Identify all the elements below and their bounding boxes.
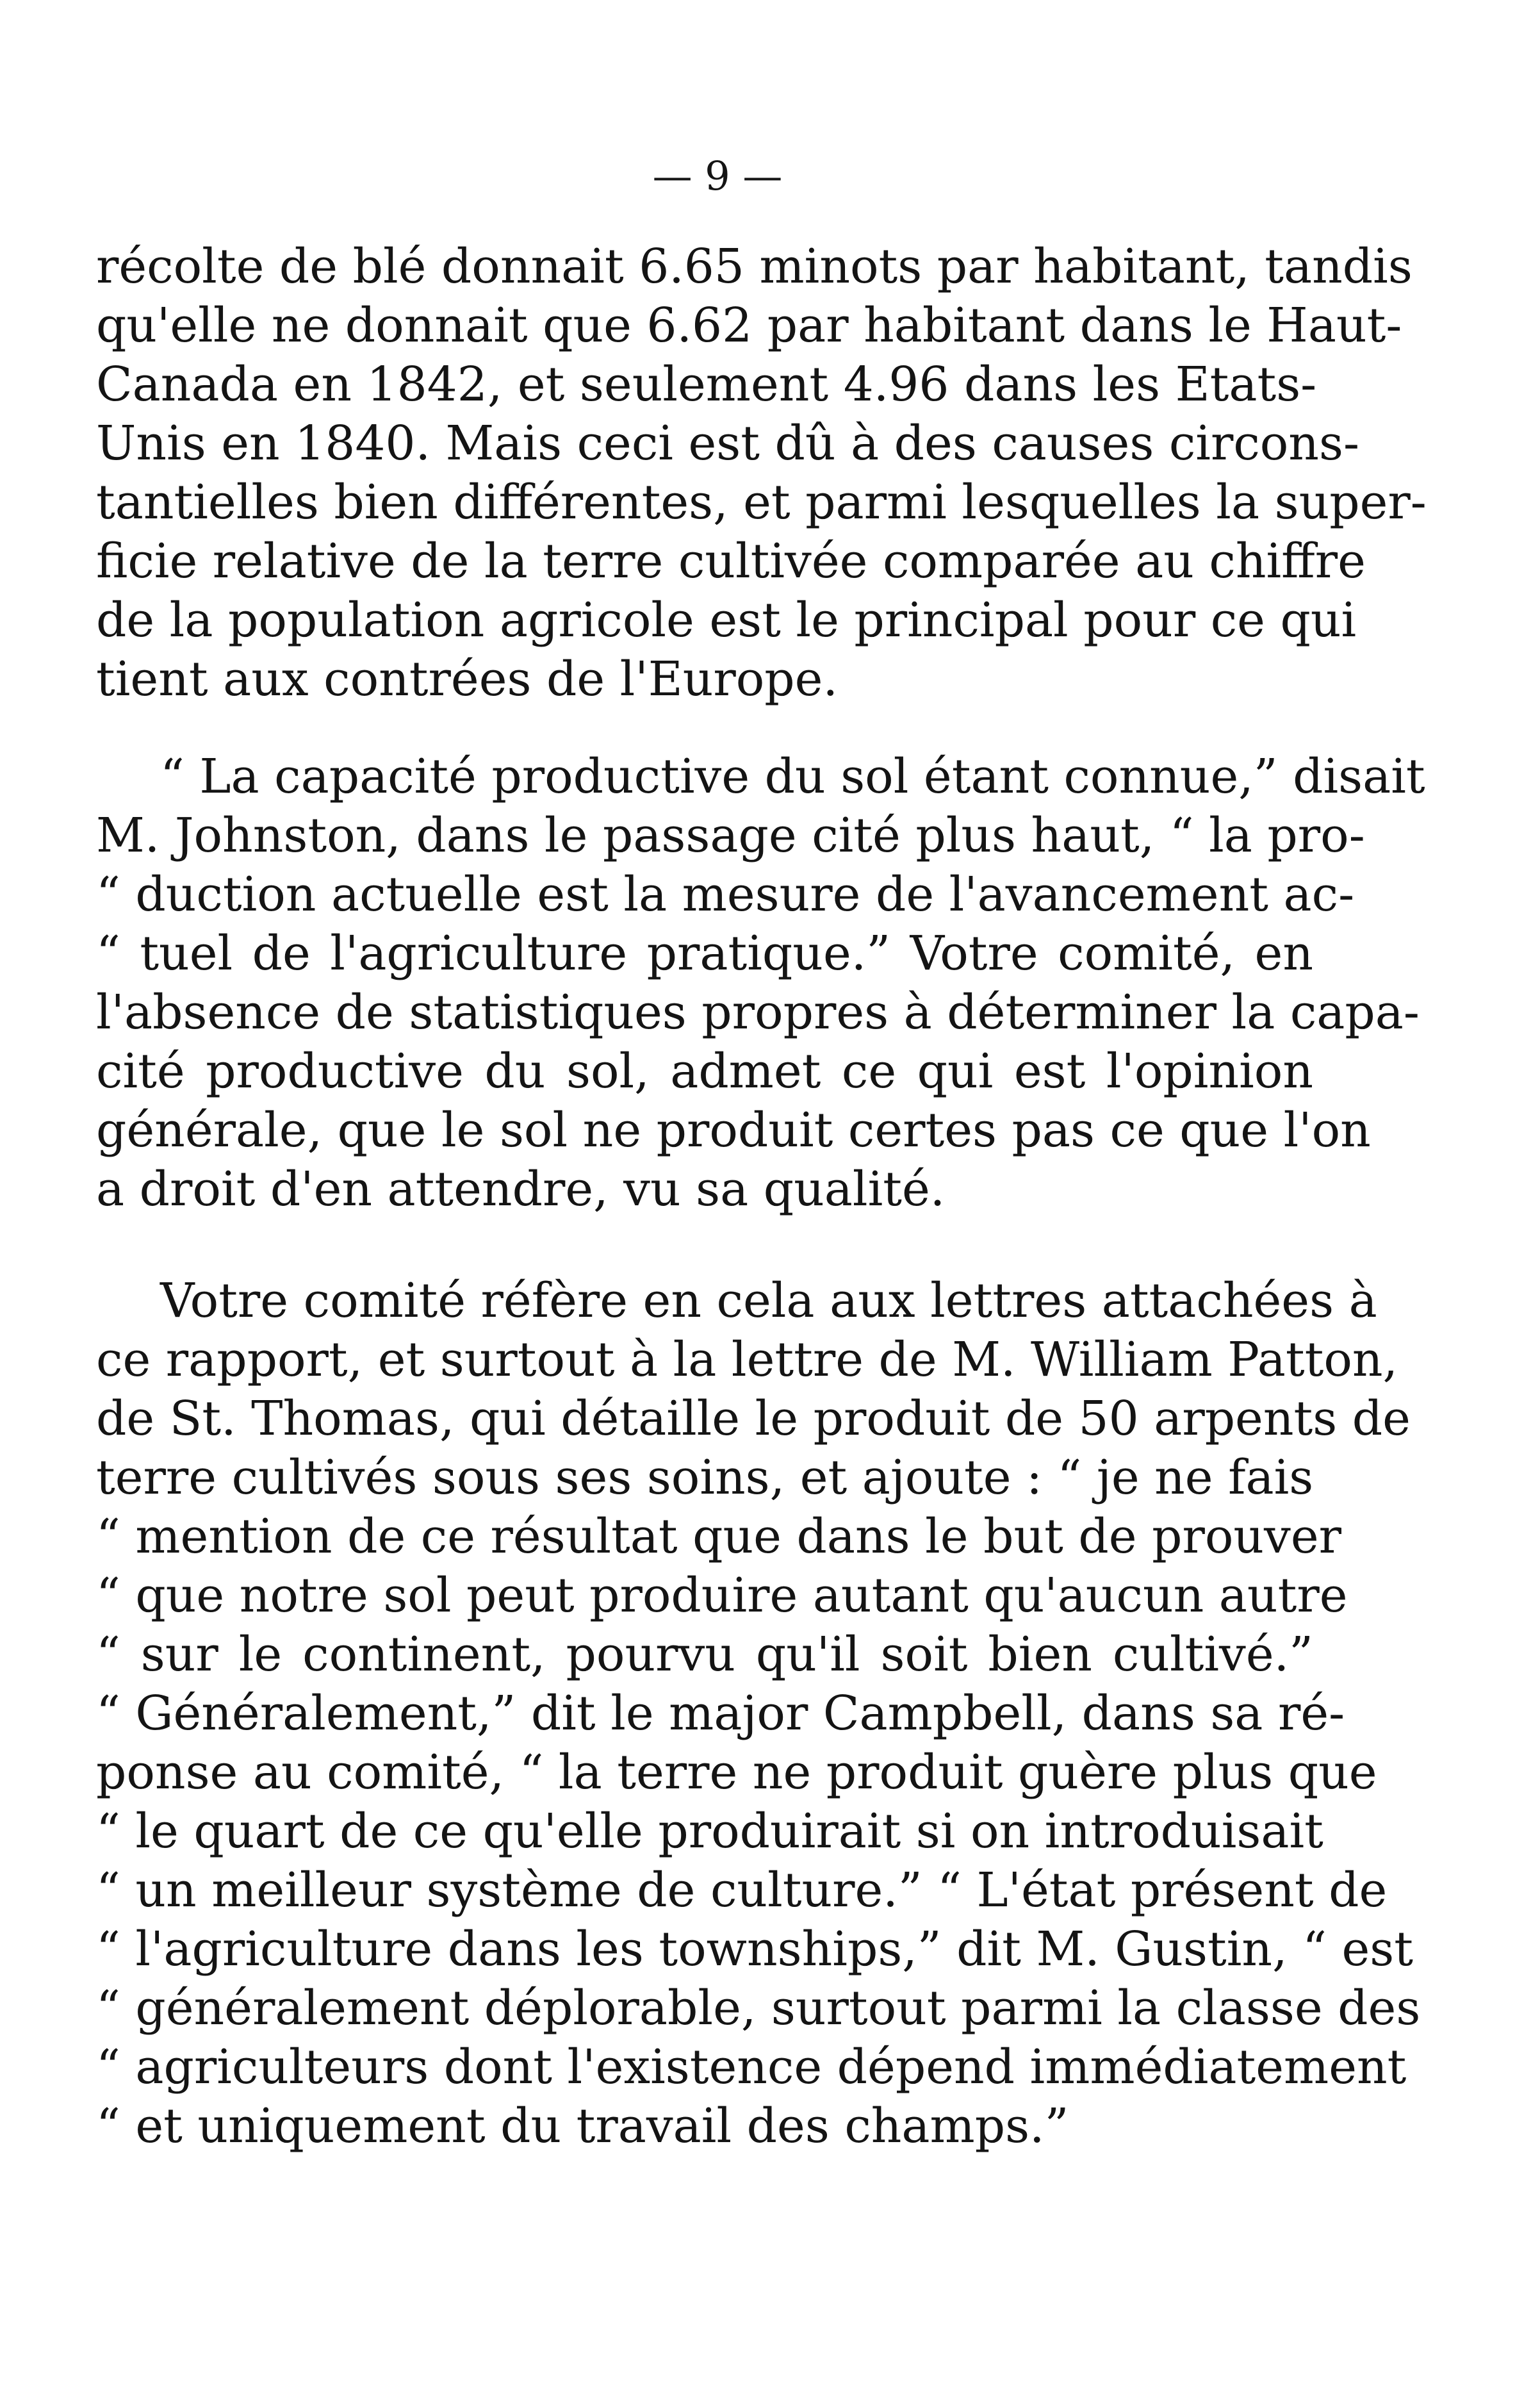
text-line: cité productive du sol, admet ce qui est l'opinion [96, 1044, 1313, 1099]
text-line: ponse au comité, “ la terre ne produit guère plus que [96, 1745, 1377, 1800]
text-line: “ un meilleur système de culture.” “ L'état présent de [96, 1863, 1388, 1918]
text-line: Votre comité réfère en cela aux lettres attachées à [160, 1273, 1377, 1328]
text-line: terre cultivés sous ses soins, et ajoute : “ je ne fais [96, 1450, 1314, 1505]
paragraph-2 [96, 747, 1425, 1219]
text-line: “ que notre sol peut produire autant qu'aucun autre [96, 1568, 1348, 1623]
text-line: Unis en 1840. Mais ceci est dû à des causes circons- [96, 416, 1359, 471]
text-line: a droit d'en attendre, vu sa qualité. [96, 1162, 946, 1217]
paragraph-3 [96, 1271, 1421, 2156]
text-line: “ généralement déplorable, surtout parmi la classe des [96, 1981, 1421, 2036]
text-line: M. Johnston, dans le passage cité plus haut, “ la pro- [96, 808, 1365, 863]
text-line: Canada en 1842, et seulement 4.96 dans les Etats- [96, 357, 1317, 412]
text-line: ficie relative de la terre cultivée comparée au chiffre [96, 534, 1366, 589]
text-line: “ le quart de ce qu'elle produirait si on introduisait [96, 1804, 1323, 1859]
text-line: ce rapport, et surtout à la lettre de M. William Patton, [96, 1332, 1398, 1387]
text-line: qu'elle ne donnait que 6.62 par habitant dans le Haut- [96, 298, 1402, 353]
text-line: récolte de blé donnait 6.65 minots par habitant, tandis [96, 239, 1413, 294]
text-line: “ et uniquement du travail des champs.” [96, 2099, 1069, 2154]
text-line: “ agriculteurs dont l'existence dépend immédiatement [96, 2040, 1407, 2095]
text-line: tient aux contrées de l'Europe. [96, 652, 838, 707]
page-number: — 9 — [652, 153, 783, 199]
text-line: “ mention de ce résultat que dans le but de prouver [96, 1509, 1342, 1564]
text-line: “ La capacité productive du sol étant connue,” disait [160, 749, 1425, 804]
text-line: “ l'agriculture dans les townships,” dit M. Gustin, “ est [96, 1922, 1413, 1977]
text-line: tantielles bien différentes, et parmi lesquelles la super- [96, 475, 1427, 530]
text-line: “ duction actuelle est la mesure de l'avancement ac- [96, 867, 1355, 922]
text-line: l'absence de statistiques propres à déterminer la capa- [96, 985, 1420, 1040]
text-line: de St. Thomas, qui détaille le produit de 50 arpents de [96, 1391, 1411, 1446]
body-text [96, 237, 1427, 2156]
text-line: “ sur le continent, pourvu qu'il soit bien cultivé.” [96, 1627, 1313, 1682]
text-line: “ tuel de l'agriculture pratique.” Votre comité, en [96, 926, 1313, 981]
paragraph-1 [96, 237, 1427, 709]
text-line: “ Généralement,” dit le major Campbell, dans sa ré- [96, 1686, 1345, 1741]
text-line: générale, que le sol ne produit certes pas ce que l'on [96, 1103, 1371, 1158]
text-line: de la population agricole est le principal pour ce qui [96, 593, 1357, 648]
